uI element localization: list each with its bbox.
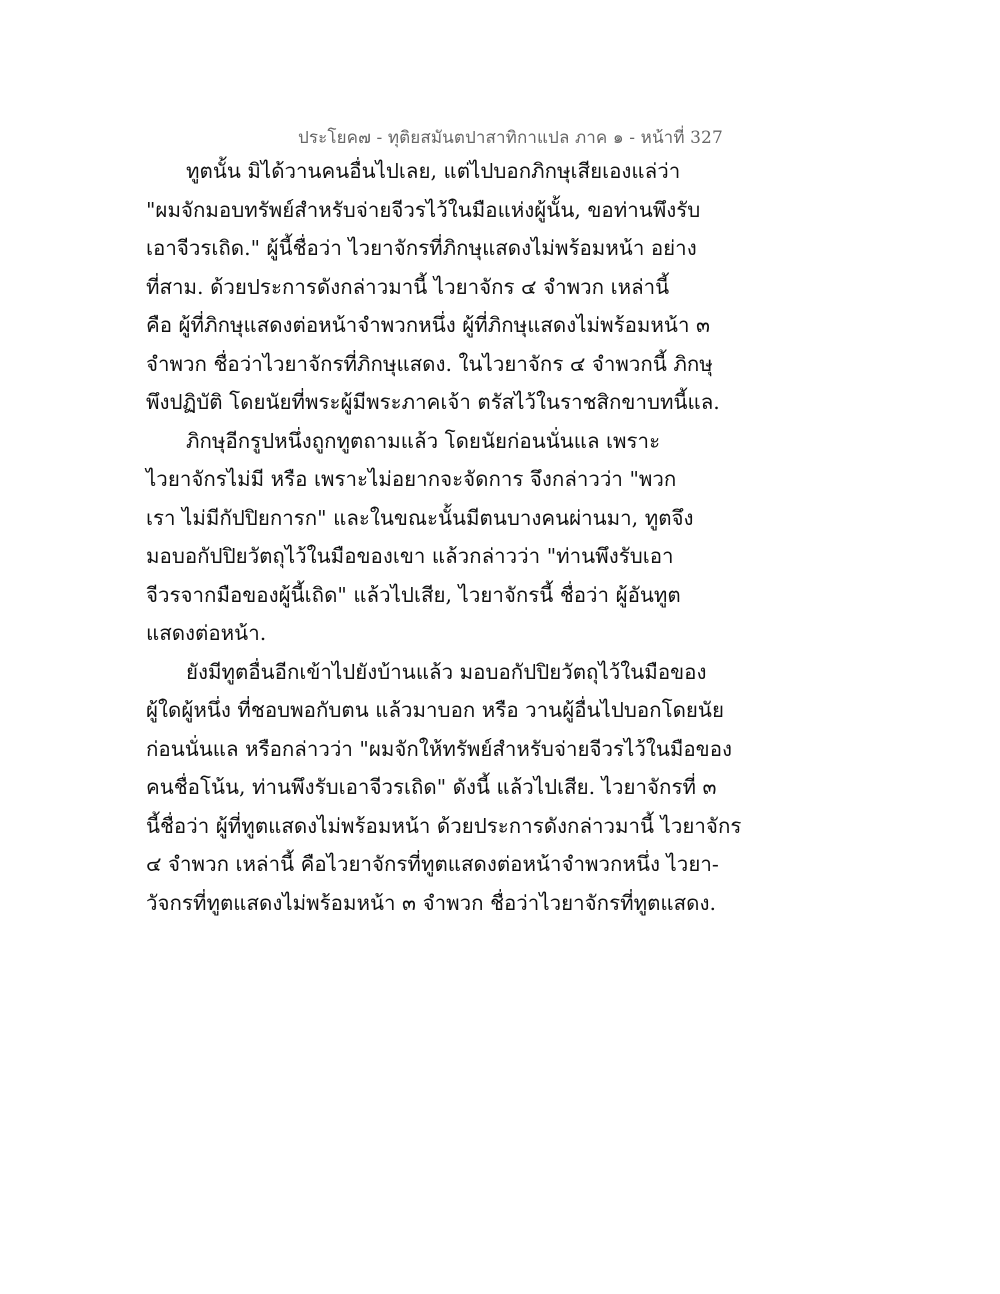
- text-line: ทูตนั้น มิได้วานคนอื่นไปเลย, แต่ไปบอกภิกษุเสียเองแล่ว่า: [186, 159, 681, 183]
- text-line: เรา ไม่มีกัปปิยการก" และในขณะนั้นมีตนบางคนผ่านมา, ทูตจึง: [146, 505, 694, 530]
- text-line: วัจกรที่ทูตแสดงไม่พร้อมหน้า ๓ จำพวก ชื่อว่าไวยาจักรที่ทูตแสดง.: [146, 890, 716, 915]
- text-line: พึงปฏิบัติ โดยนัยที่พระผู้มีพระภาคเจ้า ตรัสไว้ในราชสิกขาบทนี้แล.: [146, 390, 720, 414]
- page-header: ประโยค๗ - ทุติยสมันตปาสาทิกาแปล ภาค ๑ - หน้าที่ 327: [298, 128, 723, 148]
- text-line: ๔ จำพวก เหล่านี้ คือไวยาจักรที่ทูตแสดงต่อหน้าจำพวกหนึ่ง ไวยา-: [146, 852, 719, 876]
- text-line: "ผมจักมอบทรัพย์สำหรับจ่ายจีวรไว้ในมือแห่งผู้นั้น, ขอท่านพึงรับ: [146, 197, 701, 222]
- text-line: ที่สาม. ด้วยประการดังกล่าวมานี้ ไวยาจักร ๔ จำพวก เหล่านี้: [146, 274, 670, 299]
- text-line: แสดงต่อหน้า.: [146, 621, 267, 645]
- text-line: คนชื่อโน้น, ท่านพึงรับเอาจีวรเถิด" ดังนี้ แล้วไปเสีย. ไวยาจักรที่ ๓: [146, 775, 717, 799]
- text-line: จีวรจากมือของผู้นี้เถิด" แล้วไปเสีย, ไวยาจักรนี้ ชื่อว่า ผู้อันทูต: [146, 582, 681, 607]
- text-line: ยังมีทูตอื่นอีกเข้าไปยังบ้านแล้ว มอบอกัปปิยวัตถุไว้ในมือของ: [186, 659, 707, 684]
- text-line: คือ ผู้ที่ภิกษุแสดงต่อหน้าจำพวกหนึ่ง ผู้ที่ภิกษุแสดงไม่พร้อมหน้า ๓: [146, 313, 710, 337]
- text-line: เอาจีวรเถิด." ผู้นี้ชื่อว่า ไวยาจักรที่ภิกษุแสดงไม่พร้อมหน้า อย่าง: [146, 236, 697, 260]
- text-line: ไวยาจักรไม่มี หรือ เพราะไม่อยากจะจัดการ จึงกล่าวว่า "พวก: [146, 467, 677, 491]
- text-line: จำพวก ชื่อว่าไวยาจักรที่ภิกษุแสดง. ในไวยาจักร ๔ จำพวกนี้ ภิกษุ: [146, 351, 713, 376]
- body-text: [146, 152, 742, 922]
- text-line: ผู้ใดผู้หนึ่ง ที่ชอบพอกับตน แล้วมาบอก หรือ วานผู้อื่นไปบอกโดยนัย: [146, 698, 724, 722]
- text-line: ก่อนนั่นแล หรือกล่าวว่า "ผมจักให้ทรัพย์สำหรับจ่ายจีวรไว้ในมือของ: [146, 736, 733, 761]
- text-line: นี้ชื่อว่า ผู้ที่ทูตแสดงไม่พร้อมหน้า ด้วยประการดังกล่าวมานี้ ไวยาจักร: [146, 813, 742, 838]
- text-line: ภิกษุอีกรูปหนึ่งถูกทูตถามแล้ว โดยนัยก่อนนั่นแล เพราะ: [186, 428, 661, 453]
- text-line: มอบอกัปปิยวัตถุไว้ในมือของเขา แล้วกล่าวว่า "ท่านพึงรับเอา: [146, 544, 674, 568]
